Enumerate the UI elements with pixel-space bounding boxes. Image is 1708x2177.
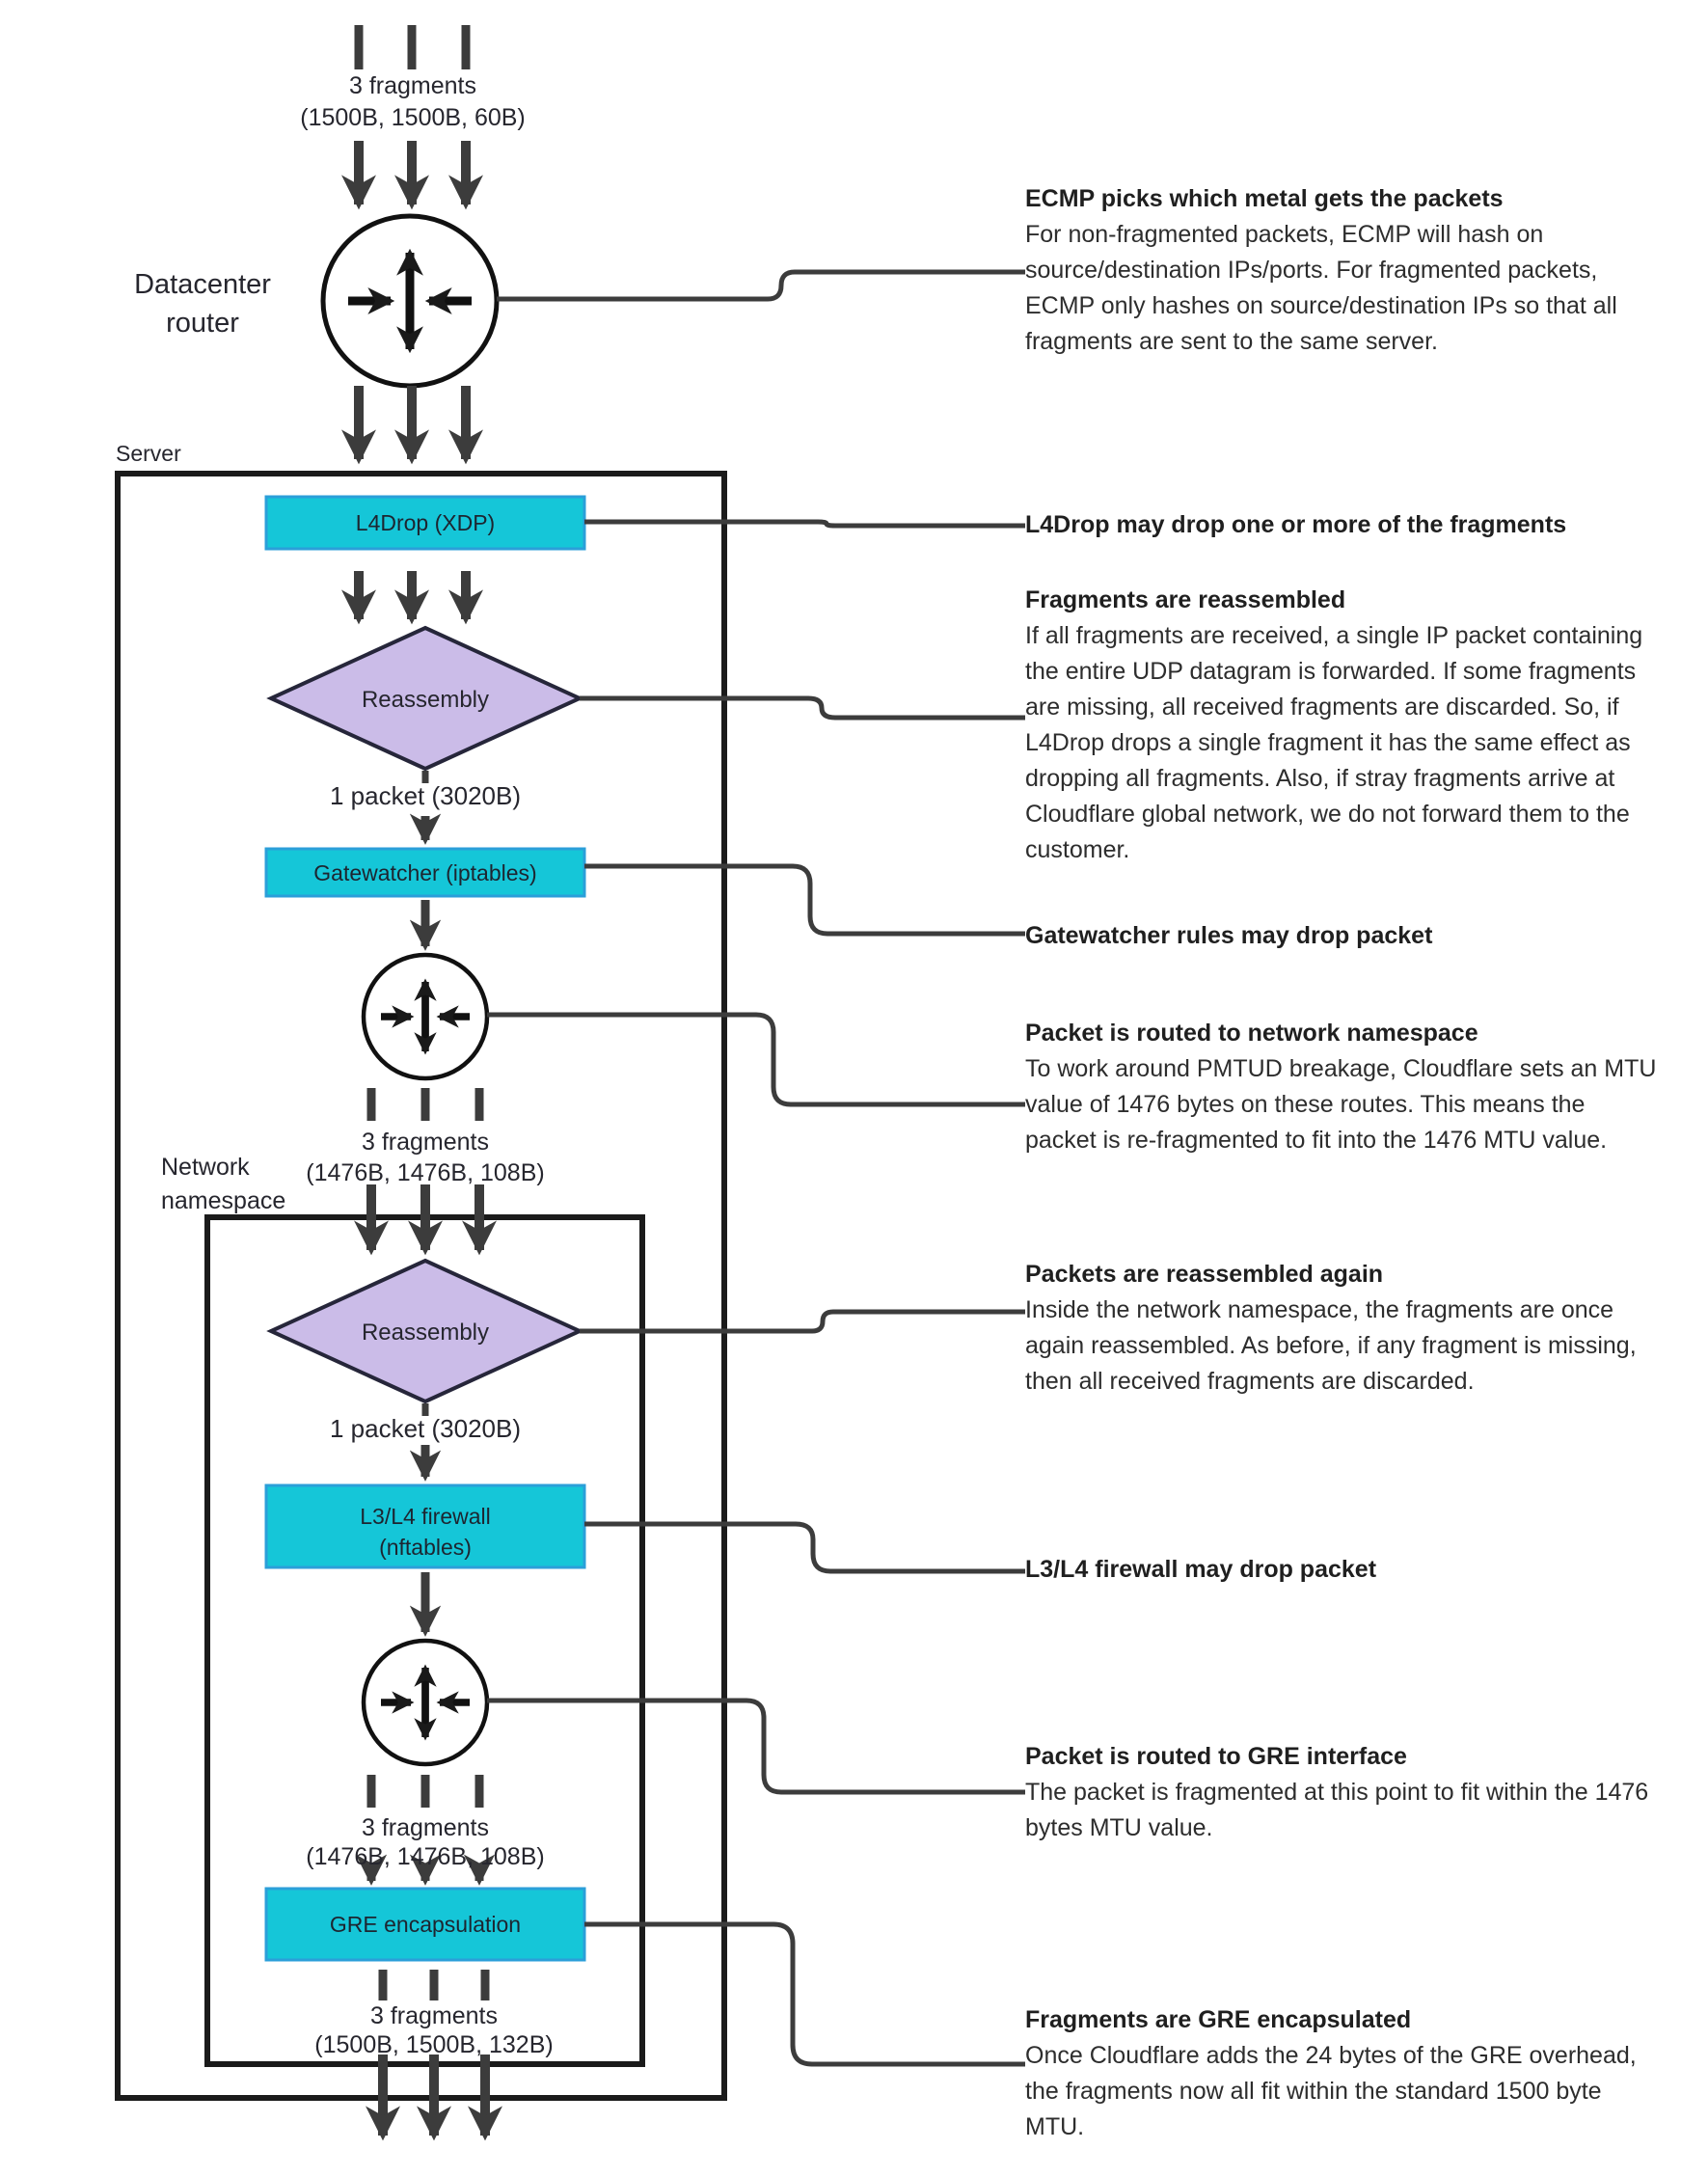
bottom-fragments-label: 3 fragments bbox=[369, 2002, 499, 2029]
connector-gatewatcher bbox=[584, 866, 1025, 934]
annotation-reassembled-again bbox=[1025, 1257, 1657, 1400]
gatewatcher-label: Gatewatcher (iptables) bbox=[313, 860, 537, 885]
annotation-heading: L4Drop may drop one or more of the fragments bbox=[1025, 511, 1567, 538]
annotation-heading: Packets are reassembled again bbox=[1025, 1261, 1384, 1288]
annotation-routed-namespace bbox=[1025, 1016, 1657, 1158]
connector-l4drop bbox=[584, 522, 1025, 526]
lower-fragments-sizes: (1476B, 1476B, 108B) bbox=[306, 1843, 545, 1870]
datacenter-router-label: router bbox=[166, 308, 239, 339]
connector-route-namespace bbox=[487, 1015, 1025, 1104]
annotation-body: Inside the network namespace, the fragments are once again reassembled. As before, if any fragment is missing, then all received fragments are discarded. bbox=[1025, 1296, 1637, 1395]
annotation-body: For non-fragmented packets, ECMP will hash on source/destination IPs/ports. For fragmented packets, ECMP only hashes on source/destination IPs so that all fragments are sent to the same server. bbox=[1025, 221, 1617, 355]
annotation-gatewatcher bbox=[1025, 918, 1657, 954]
annotation-body: To work around PMTUD breakage, Cloudflare sets an MTU value of 1476 bytes on these routes. This means the packet is re-fragmented to fit into the 1476 MTU value. bbox=[1025, 1055, 1657, 1154]
annotation-l4drop bbox=[1025, 507, 1657, 543]
connector-gre-route bbox=[487, 1701, 1025, 1792]
l3l4-firewall-label: L3/L4 firewall bbox=[360, 1504, 491, 1529]
mid-fragments-sizes: (1476B, 1476B, 108B) bbox=[306, 1159, 545, 1186]
connector-gre-encap bbox=[584, 1924, 1025, 2064]
datacenter-router-label: Datacenter bbox=[134, 269, 271, 300]
annotation-l3l4 bbox=[1025, 1552, 1657, 1588]
annotation-ecmp bbox=[1025, 181, 1657, 360]
server-label: Server bbox=[116, 441, 181, 466]
top-fragments-sizes: (1500B, 1500B, 60B) bbox=[300, 104, 526, 131]
bottom-fragments-sizes: (1500B, 1500B, 132B) bbox=[314, 2031, 554, 2058]
connector-reassembly-1 bbox=[580, 698, 1025, 718]
annotation-reassembled bbox=[1025, 583, 1657, 868]
router-icon bbox=[364, 955, 487, 1078]
connector-l3l4 bbox=[584, 1524, 1025, 1571]
router-icon bbox=[364, 1641, 487, 1764]
annotation-heading: ECMP picks which metal gets the packets bbox=[1025, 185, 1504, 212]
l4drop-label: L4Drop (XDP) bbox=[355, 510, 496, 535]
annotation-body: The packet is fragmented at this point to fit within the 1476 bytes MTU value. bbox=[1025, 1779, 1649, 1841]
annotation-gre-encapsulated bbox=[1025, 2002, 1657, 2145]
connector-ecmp bbox=[497, 272, 1025, 299]
router-icon bbox=[323, 216, 497, 386]
reassembly-1-label: Reassembly bbox=[361, 687, 490, 713]
annotation-heading: Packet is routed to network namespace bbox=[1025, 1020, 1478, 1047]
network-namespace-label: namespace bbox=[161, 1187, 286, 1214]
annotation-heading: Gatewatcher rules may drop packet bbox=[1025, 922, 1433, 949]
reassembly-2-label: Reassembly bbox=[361, 1320, 490, 1346]
mid-fragments-label: 3 fragments bbox=[361, 1129, 490, 1156]
connector-reassembly-2 bbox=[580, 1312, 1025, 1331]
lower-fragments-label: 3 fragments bbox=[361, 1814, 490, 1841]
packet-1-label: 1 packet (3020B) bbox=[329, 781, 522, 810]
annotation-heading: L3/L4 firewall may drop packet bbox=[1025, 1556, 1377, 1583]
l3l4-firewall-label: (nftables) bbox=[379, 1535, 472, 1560]
annotation-heading: Packet is routed to GRE interface bbox=[1025, 1743, 1407, 1770]
annotation-heading: Fragments are GRE encapsulated bbox=[1025, 2006, 1412, 2033]
annotation-gre-interface bbox=[1025, 1739, 1657, 1846]
network-namespace-label: Network bbox=[161, 1154, 250, 1181]
annotation-body: Once Cloudflare adds the 24 bytes of the GRE overhead, the fragments now all fit within the standard 1500 byte MTU. bbox=[1025, 2042, 1637, 2140]
annotation-heading: Fragments are reassembled bbox=[1025, 586, 1346, 613]
gre-encapsulation-label: GRE encapsulation bbox=[329, 1912, 522, 1937]
packet-2-label: 1 packet (3020B) bbox=[329, 1414, 522, 1443]
top-fragments-label: 3 fragments bbox=[348, 72, 477, 99]
annotation-body: If all fragments are received, a single IP packet containing the entire UDP datagram is forwarded. If some fragments are missing, all received fragments are discarded. So, if L4Drop drops a single fragment it has the same effect as dropping all fragments. Also, if stray fragments arrive at Cloudflare global network, we do not forward them to the customer. bbox=[1025, 622, 1643, 863]
